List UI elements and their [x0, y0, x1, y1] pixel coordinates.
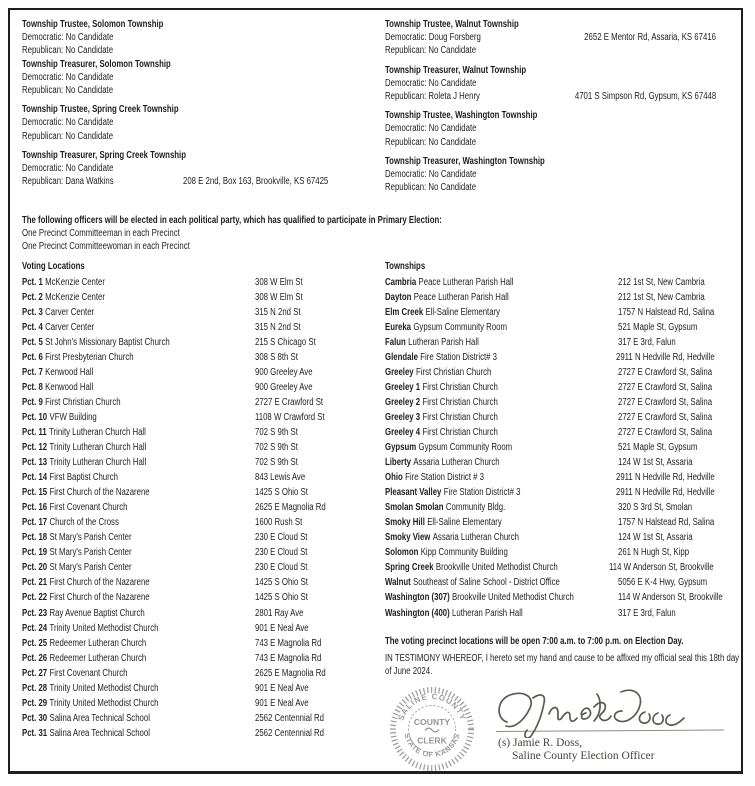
townships-rows — [385, 273, 743, 619]
location-address: 308 W Elm St — [255, 276, 303, 288]
county-clerk-seal — [387, 687, 477, 771]
township-address: 317 E 3rd, Falun — [618, 607, 676, 619]
township-row — [385, 378, 743, 393]
location-address: 900 Greeley Ave — [255, 381, 313, 393]
candidate-line: Democratic: No Candidate — [385, 123, 477, 135]
voting-location-row — [22, 408, 374, 423]
township-name: Liberty — [385, 457, 412, 469]
township-row — [385, 498, 743, 513]
location-address: 1425 S Ohio St — [255, 592, 308, 604]
race-title: Township Treasurer, Solomon Township — [22, 58, 171, 70]
voting-location-row — [22, 378, 374, 393]
precinct-number: Pct. 28 — [22, 682, 48, 694]
candidate-line: Democratic: Doug Forsberg — [385, 32, 481, 44]
precinct-number: Pct. 15 — [22, 487, 48, 499]
seal-arc-bottom-text: STATE OF KANSAS — [402, 732, 462, 760]
location-address: 230 E Cloud St — [255, 547, 308, 559]
location-address: 743 E Magnolia Rd — [255, 637, 322, 649]
township-location: First Christian Church — [415, 366, 492, 378]
township-location: Assaria Lutheran Church — [432, 532, 520, 544]
township-location: First Christian Church — [422, 381, 498, 393]
location-address: 843 Lewis Ave — [255, 472, 306, 484]
township-row — [385, 288, 743, 303]
township-location: First Christian Church — [422, 396, 498, 408]
location-name: St John's Missionary Baptist Church — [45, 336, 170, 348]
township-address: 2727 E Crawford St, Salina — [618, 411, 713, 423]
precinct-number: Pct. 24 — [22, 622, 48, 634]
precinct-number: Pct. 11 — [22, 426, 47, 438]
voting-location-row — [22, 573, 374, 588]
voting-location-row — [22, 679, 374, 694]
township-address: 521 Maple St, Gypsum — [618, 321, 698, 333]
precinct-number: Pct. 31 — [22, 727, 48, 739]
township-name: Dayton — [385, 291, 412, 303]
polling-hours-text: The voting precinct locations will be open 7:00 a.m. to 7:00 p.m. on Election Day. — [385, 636, 684, 647]
voting-location-row — [22, 348, 374, 363]
voting-location-row — [22, 423, 374, 438]
township-location: Assaria Lutheran Church — [413, 457, 500, 469]
township-row — [385, 408, 743, 423]
township-name: Elm Creek — [385, 306, 424, 318]
precinct-number: Pct. 18 — [22, 532, 48, 544]
location-name: Carver Center — [45, 306, 95, 318]
precinct-number: Pct. 25 — [22, 637, 48, 649]
township-address: 124 W 1st St, Assaria — [618, 532, 693, 544]
testimony-paragraph — [385, 652, 755, 679]
candidate-line: Democratic: No Candidate — [385, 168, 477, 180]
voting-locations-rows — [22, 273, 374, 739]
location-name: First Church of the Nazarene — [49, 592, 150, 604]
location-name: Kenwood Hall — [45, 366, 94, 378]
township-row — [385, 453, 743, 468]
location-name: Ray Avenue Baptist Church — [49, 607, 145, 619]
township-address: 2911 N Hedville Rd, Hedville — [616, 351, 716, 363]
township-row — [385, 604, 743, 619]
location-address: 901 E Neal Ave — [255, 697, 309, 709]
primary-note-line: One Precinct Committeeman in each Precinct — [22, 228, 180, 240]
township-name: Ohio — [385, 472, 403, 484]
township-address: 2727 E Crawford St, Salina — [618, 396, 713, 408]
township-address: 212 1st St, New Cambria — [618, 291, 705, 303]
location-address: 1425 S Ohio St — [255, 487, 308, 499]
precinct-number: Pct. 22 — [22, 592, 48, 604]
township-location: Ell-Saline Elementary — [427, 517, 502, 529]
location-name: McKenzie Center — [45, 276, 105, 288]
location-address: 702 S 9th St — [255, 457, 298, 469]
location-name: First Covenant Church — [49, 667, 128, 679]
location-address: 1600 Rush St — [255, 517, 303, 529]
location-name: Carver Center — [45, 321, 95, 333]
township-row — [385, 318, 743, 333]
voting-location-row — [22, 363, 374, 378]
signature-title: Saline County Election Officer — [512, 750, 655, 762]
township-location: Peace Lutheran Parish Hall — [418, 276, 514, 288]
location-name: Salina Area Technical School — [49, 727, 150, 739]
location-name: Kenwood Hall — [45, 381, 94, 393]
township-row — [385, 483, 743, 498]
township-row — [385, 363, 743, 378]
precinct-number: Pct. 6 — [22, 351, 43, 363]
precinct-number: Pct. 17 — [22, 517, 48, 529]
precinct-number: Pct. 21 — [22, 577, 48, 589]
races-column-right — [385, 18, 716, 194]
township-location: Brookville United Methodist Church — [435, 562, 558, 574]
township-location: Gypsum Community Room — [418, 442, 513, 454]
race-title: Township Trustee, Walnut Township — [385, 19, 519, 30]
voting-location-row — [22, 694, 374, 709]
voting-location-row — [22, 318, 374, 333]
township-location: Lutheran Parish Hall — [452, 607, 523, 619]
voting-location-row — [22, 453, 374, 468]
primary-note-heading: The following officers will be elected in each political party, which has qualified to participate in Primary Election: — [22, 215, 442, 226]
precinct-number: Pct. 26 — [22, 652, 48, 664]
precinct-number: Pct. 20 — [22, 562, 48, 574]
race-title: Township Trustee, Washington Township — [385, 110, 538, 122]
location-name: Trinity United Methodist Church — [49, 682, 159, 694]
race-group — [22, 18, 372, 58]
race-title: Township Trustee, Spring Creek Township — [22, 104, 179, 116]
township-location: Fire Station District# 3 — [420, 351, 498, 363]
candidate-line: Republican: Roleta J Henry — [385, 90, 480, 102]
voting-location-row — [22, 604, 374, 619]
signature-line — [496, 730, 724, 732]
location-name: St Mary's Parish Center — [49, 532, 132, 544]
township-row — [385, 543, 743, 558]
precinct-number: Pct. 16 — [22, 502, 48, 514]
voting-location-row — [22, 333, 374, 348]
location-address: 2562 Centennial Rd — [255, 727, 324, 739]
township-location: Southeast of Saline School - District Office — [413, 577, 560, 589]
race-group — [385, 18, 716, 58]
candidate-line: Democratic: No Candidate — [22, 162, 114, 174]
voting-location-row — [22, 588, 374, 603]
testimony-text: IN TESTIMONY WHEREOF, I hereto set my hand and cause to be affixed my official seal this 18th day of June 2024. — [385, 653, 740, 678]
voting-location-row — [22, 498, 374, 513]
location-address: 702 S 9th St — [255, 442, 298, 454]
candidate-line: Republican: No Candidate — [22, 45, 114, 57]
precinct-number: Pct. 23 — [22, 607, 48, 619]
precinct-number: Pct. 4 — [22, 321, 43, 333]
township-row — [385, 573, 743, 588]
location-name: Church of the Cross — [49, 517, 119, 529]
township-name: Smoky View — [385, 532, 431, 544]
township-name: Washington (400) — [385, 607, 450, 619]
precinct-number: Pct. 30 — [22, 712, 48, 724]
township-address: 124 W 1st St, Assaria — [618, 457, 693, 469]
precinct-number: Pct. 3 — [22, 306, 43, 318]
township-location: First Christian Church — [422, 411, 498, 423]
voting-location-row — [22, 724, 374, 739]
candidate-line: Republican: Dana Watkins — [22, 176, 114, 188]
voting-location-row — [22, 664, 374, 679]
township-address: 212 1st St, New Cambria — [618, 276, 705, 288]
location-address: 315 N 2nd St — [255, 306, 301, 318]
voting-location-row — [22, 288, 374, 303]
township-location: First Christian Church — [422, 426, 498, 438]
race-group — [22, 103, 372, 143]
candidate-line: Democratic: No Candidate — [22, 71, 114, 83]
precinct-number: Pct. 8 — [22, 381, 43, 393]
township-address: 261 N Hugh St, Kipp — [618, 547, 690, 559]
township-name: Spring Creek — [385, 562, 434, 574]
township-name: Smoky Hill — [385, 517, 425, 529]
township-address: 1757 N Halstead Rd, Salina — [618, 306, 715, 318]
candidate-address: 2652 E Mentor Rd, Assaria, KS 67416 — [584, 32, 716, 44]
location-address: 315 N 2nd St — [255, 321, 301, 333]
location-address: 901 E Neal Ave — [255, 622, 309, 634]
location-name: Redeemer Lutheran Church — [49, 652, 147, 664]
precinct-number: Pct. 7 — [22, 366, 43, 378]
location-name: St Mary's Parish Center — [49, 547, 132, 559]
location-address: 2562 Centennial Rd — [255, 712, 324, 724]
township-name: Gypsum — [385, 442, 417, 454]
voting-location-row — [22, 543, 374, 558]
township-location: Peace Lutheran Parish Hall — [413, 291, 509, 303]
precinct-number: Pct. 10 — [22, 411, 48, 423]
location-address: 901 E Neal Ave — [255, 682, 309, 694]
township-row — [385, 303, 743, 318]
location-name: First Baptist Church — [49, 472, 118, 484]
voting-location-row — [22, 468, 374, 483]
signature-printed-name: (s) Jamie R. Doss, — [498, 737, 583, 749]
location-name: First Presbyterian Church — [45, 351, 134, 363]
township-name: Greeley 2 — [385, 396, 421, 408]
location-name: First Christian Church — [45, 396, 121, 408]
township-name: Solomon — [385, 547, 419, 559]
township-row — [385, 528, 743, 543]
township-row — [385, 333, 743, 348]
location-address: 2625 E Magnolia Rd — [255, 667, 326, 679]
township-name: Greeley 3 — [385, 411, 421, 423]
candidate-line: Democratic: No Candidate — [385, 77, 477, 89]
township-location: Gypsum Community Room — [413, 321, 507, 333]
precinct-number: Pct. 1 — [22, 276, 43, 288]
candidate-line: Republican: No Candidate — [22, 130, 114, 142]
township-location: Fire Station District # 3 — [405, 472, 485, 484]
precinct-number: Pct. 9 — [22, 396, 43, 408]
candidate-line: Republican: No Candidate — [385, 45, 477, 57]
candidate-line: Republican: No Candidate — [22, 84, 114, 96]
seal-arc-top-text: SALINE COUNTY — [396, 691, 468, 722]
location-name: First Covenant Church — [49, 502, 128, 514]
township-name: Falun — [385, 336, 406, 348]
township-location: Brookville United Methodist Church — [452, 592, 574, 604]
candidate-line: Democratic: No Candidate — [22, 32, 114, 44]
voting-location-row — [22, 438, 374, 453]
township-location: Kipp Community Building — [420, 547, 508, 559]
voting-location-row — [22, 393, 374, 408]
race-title: Township Treasurer, Spring Creek Township — [22, 149, 186, 161]
voting-locations-heading: Voting Locations — [22, 261, 85, 272]
location-address: 1108 W Crawford St — [255, 411, 325, 423]
race-group — [385, 109, 716, 149]
township-row — [385, 438, 743, 453]
precinct-number: Pct. 5 — [22, 336, 43, 348]
location-name: VFW Building — [49, 411, 97, 423]
voting-location-row — [22, 634, 374, 649]
voting-location-row — [22, 528, 374, 543]
township-row — [385, 468, 743, 483]
polling-hours-note — [385, 633, 755, 646]
candidate-address: 208 E 2nd, Box 163, Brookville, KS 67425 — [183, 176, 329, 188]
voting-location-row — [22, 303, 374, 318]
location-address: 2625 E Magnolia Rd — [255, 502, 326, 514]
township-address: 2911 N Hedville Rd, Hedville — [616, 472, 716, 484]
township-address: 521 Maple St, Gypsum — [618, 442, 698, 454]
location-name: Trinity Lutheran Church Hall — [49, 426, 146, 438]
township-address: 320 S 3rd St, Smolan — [618, 502, 693, 514]
township-location: Fire Station District# 3 — [443, 487, 521, 499]
location-address: 2801 Ray Ave — [255, 607, 304, 619]
races-column-left — [22, 18, 372, 188]
township-name: Walnut — [385, 577, 411, 589]
township-row — [385, 513, 743, 528]
seal-flourish-icon — [425, 728, 439, 732]
location-address: 215 S Chicago St — [255, 336, 316, 348]
location-address: 743 E Magnolia Rd — [255, 652, 322, 664]
voting-location-row — [22, 649, 374, 664]
township-row — [385, 558, 743, 573]
seal-center-line2: CLERK — [417, 735, 447, 746]
township-address: 5056 E K-4 Hwy, Gypsum — [618, 577, 708, 589]
voting-locations-section — [22, 258, 374, 739]
precinct-number: Pct. 12 — [22, 442, 48, 454]
township-row — [385, 348, 743, 363]
township-row — [385, 423, 743, 438]
location-name: Trinity Lutheran Church Hall — [49, 457, 147, 469]
township-name: Cambria — [385, 276, 417, 288]
race-group — [385, 64, 716, 104]
signature-script — [493, 684, 729, 738]
location-name: Salina Area Technical School — [49, 712, 150, 724]
candidate-line: Republican: No Candidate — [385, 136, 477, 148]
primary-election-note — [22, 212, 560, 252]
voting-location-row — [22, 558, 374, 573]
township-address: 114 W Anderson St, Brookville — [608, 562, 714, 574]
location-name: Trinity Lutheran Church Hall — [49, 442, 147, 454]
location-name: First Church of the Nazarene — [49, 487, 150, 499]
township-name: Greeley — [385, 366, 414, 378]
location-name: First Church of the Nazarene — [49, 577, 150, 589]
race-title: Township Trustee, Solomon Township — [22, 19, 164, 30]
location-name: St Mary's Parish Center — [49, 562, 132, 574]
race-title: Township Treasurer, Walnut Township — [385, 64, 527, 76]
candidate-address: 4701 S Simpson Rd, Gypsum, KS 67448 — [574, 90, 716, 102]
signature-block — [498, 737, 655, 763]
location-address: 2727 E Crawford St — [255, 396, 324, 408]
voting-location-row — [22, 709, 374, 724]
race-group — [22, 58, 372, 98]
township-name: Glendale — [385, 351, 418, 363]
township-row — [385, 588, 743, 603]
precinct-number: Pct. 13 — [22, 457, 48, 469]
precinct-number: Pct. 19 — [22, 547, 48, 559]
location-address: 702 S 9th St — [255, 426, 298, 438]
township-address: 2727 E Crawford St, Salina — [618, 366, 713, 378]
township-address: 2727 E Crawford St, Salina — [618, 381, 713, 393]
location-address: 1425 S Ohio St — [255, 577, 308, 589]
township-name: Pleasant Valley — [385, 487, 442, 499]
location-name: Redeemer Lutheran Church — [49, 637, 147, 649]
township-address: 114 W Anderson St, Brookville — [618, 592, 723, 604]
township-address: 2727 E Crawford St, Salina — [618, 426, 713, 438]
township-location: Community Bldg. — [445, 502, 506, 514]
township-address: 1757 N Halstead Rd, Salina — [618, 517, 715, 529]
townships-section — [385, 258, 743, 619]
race-group — [385, 155, 716, 195]
race-title: Township Treasurer, Washington Township — [385, 155, 545, 167]
seal-center-line1: COUNTY — [413, 717, 451, 727]
township-location: Lutheran Parish Hall — [408, 336, 479, 348]
race-group — [22, 149, 372, 189]
location-address: 230 E Cloud St — [255, 562, 308, 574]
candidate-line: Republican: No Candidate — [385, 182, 477, 194]
township-address: 317 E 3rd, Falun — [618, 336, 676, 348]
location-address: 308 S 8th St — [255, 351, 298, 363]
voting-location-row — [22, 513, 374, 528]
township-location: Ell-Saline Elementary — [425, 306, 501, 318]
precinct-number: Pct. 2 — [22, 291, 43, 303]
primary-note-line: One Precinct Committeewoman in each Precinct — [22, 241, 190, 253]
location-address: 230 E Cloud St — [255, 532, 308, 544]
township-name: Smolan Smolan — [385, 502, 444, 514]
township-name: Greeley 4 — [385, 426, 421, 438]
voting-location-row — [22, 273, 374, 288]
township-row — [385, 273, 743, 288]
precinct-number: Pct. 29 — [22, 697, 48, 709]
location-name: Trinity United Methodist Church — [49, 622, 159, 634]
township-name: Washington (307) — [385, 592, 450, 604]
location-address: 308 W Elm St — [255, 291, 303, 303]
precinct-number: Pct. 27 — [22, 667, 48, 679]
township-name: Eureka — [385, 321, 412, 333]
candidate-line: Democratic: No Candidate — [22, 117, 114, 129]
location-address: 900 Greeley Ave — [255, 366, 313, 378]
voting-location-row — [22, 619, 374, 634]
location-name: Trinity United Methodist Church — [49, 697, 159, 709]
precinct-number: Pct. 14 — [22, 472, 48, 484]
township-address: 2911 N Hedville Rd, Hedville — [616, 487, 716, 499]
location-name: McKenzie Center — [45, 291, 105, 303]
township-name: Greeley 1 — [385, 381, 421, 393]
township-row — [385, 393, 743, 408]
voting-location-row — [22, 483, 374, 498]
townships-heading: Townships — [385, 261, 426, 272]
